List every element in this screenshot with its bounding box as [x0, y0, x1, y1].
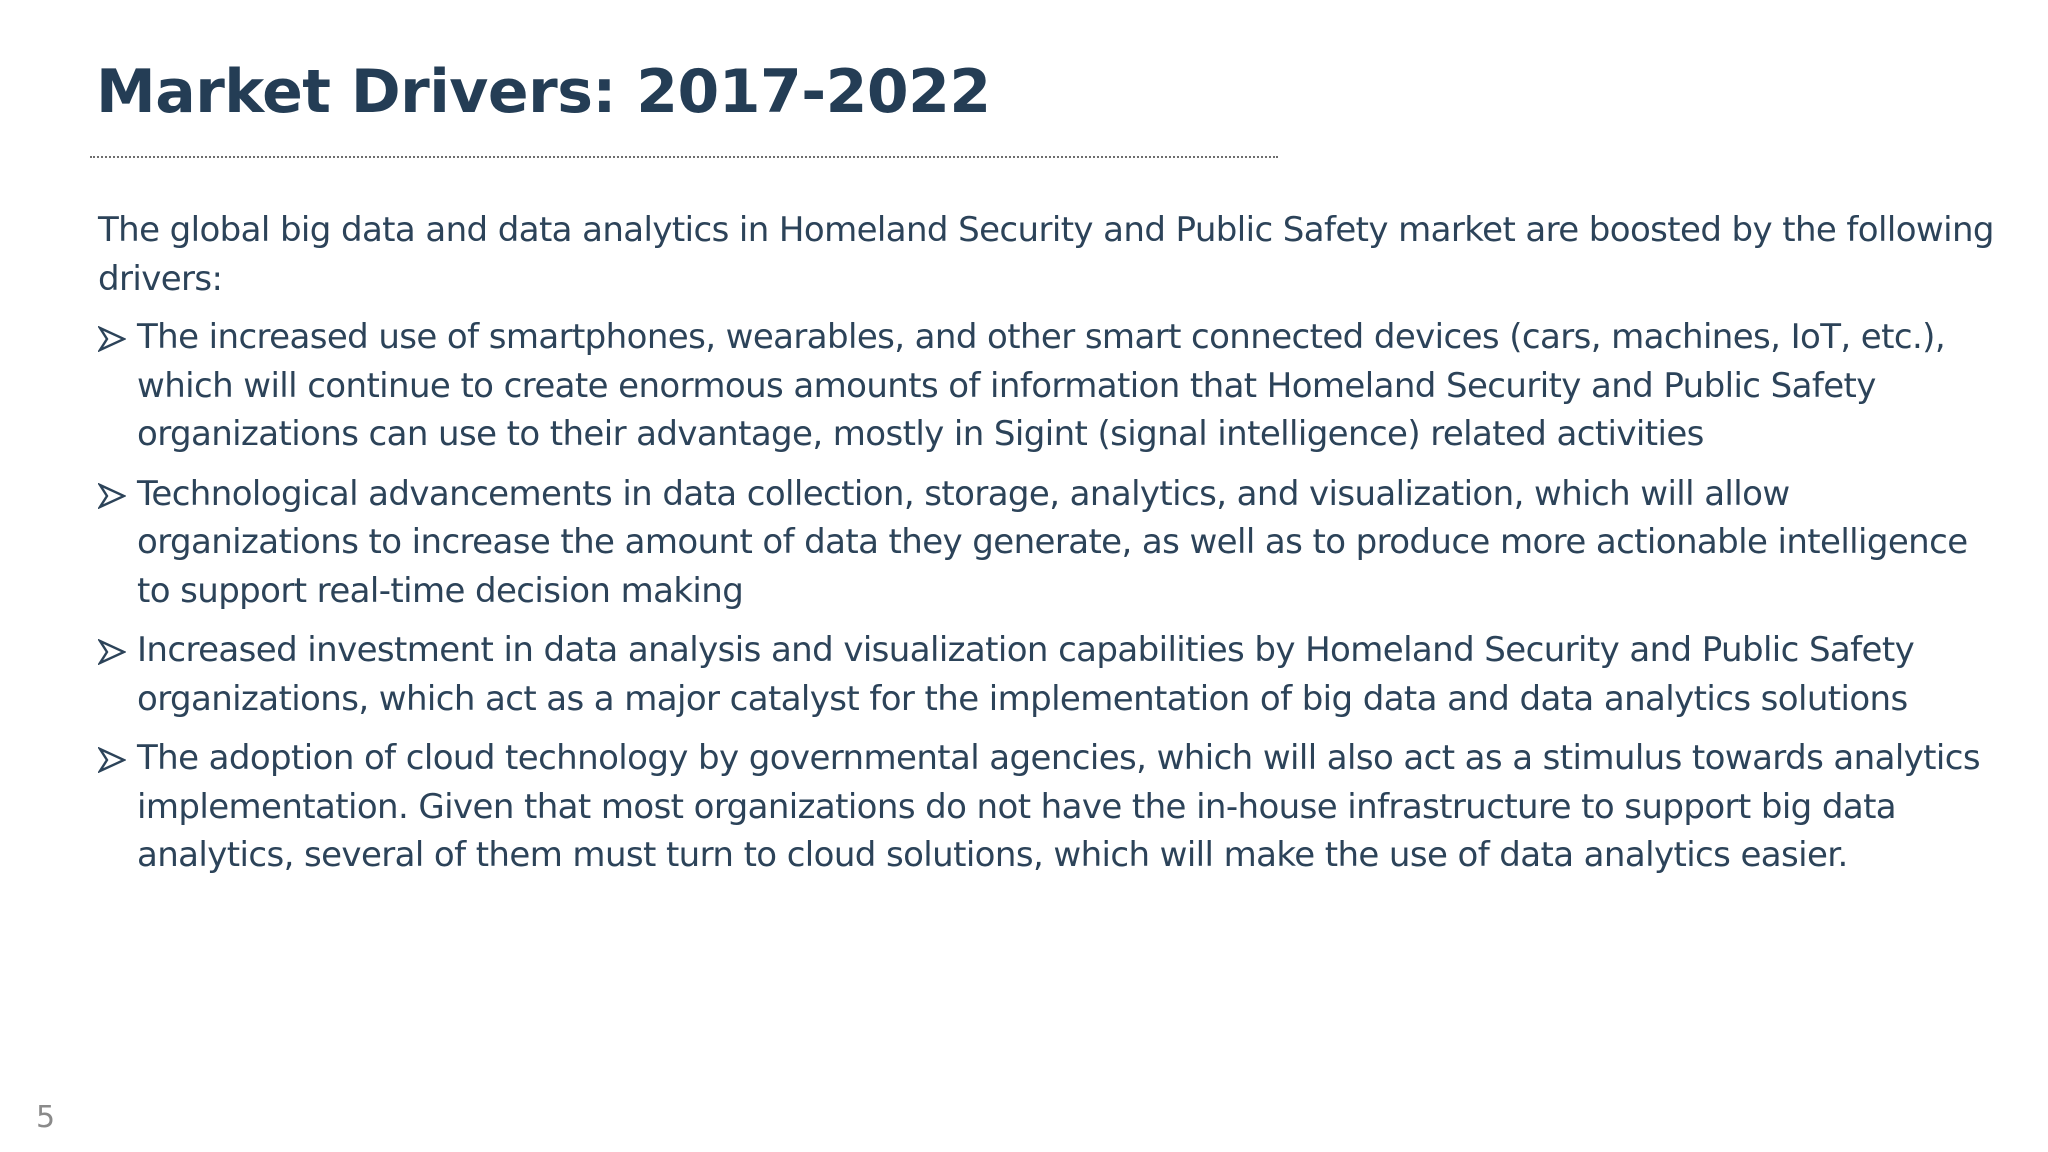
bullet-text: The increased use of smartphones, wearables, and other smart connected devices (cars, machines, IoT, etc.), which will continue to create enormous amounts of information that Homeland Security and Public Safety organizations can use to their advantage, mostly in Sigint (signal intelligence) related activities [137, 317, 1946, 454]
slide-title: Market Drivers: 2017-2022 [96, 57, 991, 127]
arrow-bullet-icon [98, 639, 126, 665]
arrow-bullet-icon [98, 326, 126, 352]
intro-paragraph: The global big data and data analytics in Homeland Security and Public Safety market are boosted by the following drivers: [98, 210, 1994, 299]
arrow-bullet-icon [98, 483, 126, 509]
list-item [98, 626, 1998, 723]
page-number: 5 [36, 1100, 56, 1135]
driver-list [98, 313, 1998, 880]
arrow-bullet-icon [98, 747, 126, 773]
list-item [98, 734, 1998, 880]
title-divider [90, 156, 1278, 158]
bullet-text: The adoption of cloud technology by governmental agencies, which will also act as a stimulus towards analytics implementation. Given that most organizations do not have the in-house infrastructure to support big data analytics, several of them must turn to cloud solutions, which will make the use of data analytics easier. [137, 738, 1980, 875]
list-item [98, 313, 1998, 459]
bullet-text: Increased investment in data analysis and visualization capabilities by Homeland Security and Public Safety organizations, which act as a major catalyst for the implementation of big data and data analytics solutions [137, 630, 1915, 719]
slide-body [98, 206, 1998, 891]
bullet-text: Technological advancements in data collection, storage, analytics, and visualization, which will allow organizations to increase the amount of data they generate, as well as to produce more actionable intelligence to support real-time decision making [137, 473, 1968, 611]
list-item [98, 470, 1998, 616]
